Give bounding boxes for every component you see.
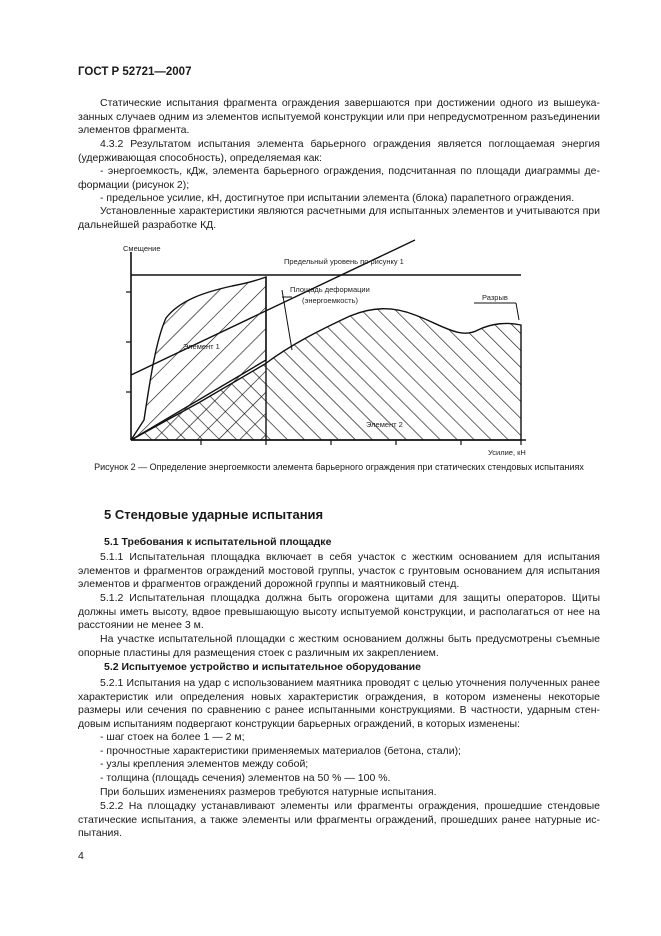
paragraph: 5.1.2 Испытательная площадка должна быть огорожена щитами для защиты операторов. Щиты должны иметь высоту, вдвое превышающую высоту испытуемой конструкции, и располагаться от нее на расстоянии не менее 3 м.: [78, 592, 600, 632]
element-1-label: Элемент 1: [183, 342, 220, 351]
page-number: 4: [78, 850, 84, 862]
list-item: - узлы крепления элементов между собой;: [100, 758, 309, 770]
paragraph: 5.2.2 На площадку устанавливают элементы или фрагменты ограждения, прошедшие стендовые статические испытания, а также элементы или фрагменты ограждений, прошедших ранее натурные испытания.: [78, 800, 600, 840]
document-header: ГОСТ Р 52721—2007: [78, 66, 192, 78]
list-item: - шаг стоек на более 1 — 2 м;: [100, 731, 245, 743]
list-item: - прочностные характеристики применяемых материалов (бетона, стали);: [100, 745, 461, 757]
break-label: Разрыв: [482, 293, 508, 302]
paragraph: Установленные характеристики являются расчетными для испытанных элементов и учитываются при дальнейшей разработке КД.: [78, 205, 600, 231]
paragraph: При больших изменениях размеров требуются натурные испытания.: [100, 786, 437, 798]
paragraph: - энергоемкость, кДж, элемента барьерного ограждения, подсчитанная по площади диаграммы деформации (рисунок 2);: [78, 165, 600, 191]
paragraph: 4.3.2 Результатом испытания элемента барьерного ограждения является поглощаемая энергия (удерживающая способность), определяемая как:: [78, 138, 600, 164]
paragraph: 5.2.1 Испытания на удар с использованием маятника проводят с целью уточнения полученных ранее характеристик или определения новых характеристик ограждения, в котором изменены некоторые размеры или сечения по сравнению с ранее испытанными конструкциями. В частности, ударным стендовым испытаниям подвергают конструкции барьерных ограждений, в которых изменены:: [78, 677, 600, 730]
element-2-label: Элемент 2: [366, 420, 403, 429]
limit-level-label: Предельный уровень по рисунку 1: [284, 257, 404, 266]
y-axis-label: Смещение: [123, 244, 161, 253]
section-5-heading: 5 Стендовые ударные испытания: [104, 507, 324, 522]
x-axis-label: Усилие, кН: [488, 448, 526, 457]
paragraph: 5.1.1 Испытательная площадка включает в себя участок с жестким основанием для испытания элементов и фрагментов ограждений мостовой группы, участок с грунтовым основанием для испытания элементов и фрагментов ограждений дорожной группы и маятниковый стенд.: [78, 551, 600, 591]
section-5-2-heading: 5.2 Испытуемое устройство и испытательное оборудование: [104, 661, 421, 673]
area-label-line1: Площадь деформации: [290, 285, 370, 294]
area-label-line2: (энергоемкость): [302, 296, 359, 305]
paragraph: - предельное усилие, кН, достигнутое при испытании элемента (блока) парапетного ограждения.: [100, 192, 575, 204]
list-item: - толщина (площадь сечения) элементов на 50 % — 100 %.: [100, 772, 391, 784]
paragraph: На участке испытательной площадки с жестким основанием должны быть предусмотрены съемные опорные пластины для размещения стоек с различным их закреплением.: [78, 633, 600, 659]
paragraph: Статические испытания фрагмента ограждения завершаются при достижении одного из вышеуказанных случаев одним из элементов испытуемой конструкции или при непредусмотренном разъединении элементов фрагмента.: [78, 97, 600, 137]
section-5-1-heading: 5.1 Требования к испытательной площадке: [104, 536, 332, 548]
figure-caption: Рисунок 2 — Определение энергоемкости элемента барьерного ограждения при статических стендовых испытаниях: [94, 462, 584, 472]
